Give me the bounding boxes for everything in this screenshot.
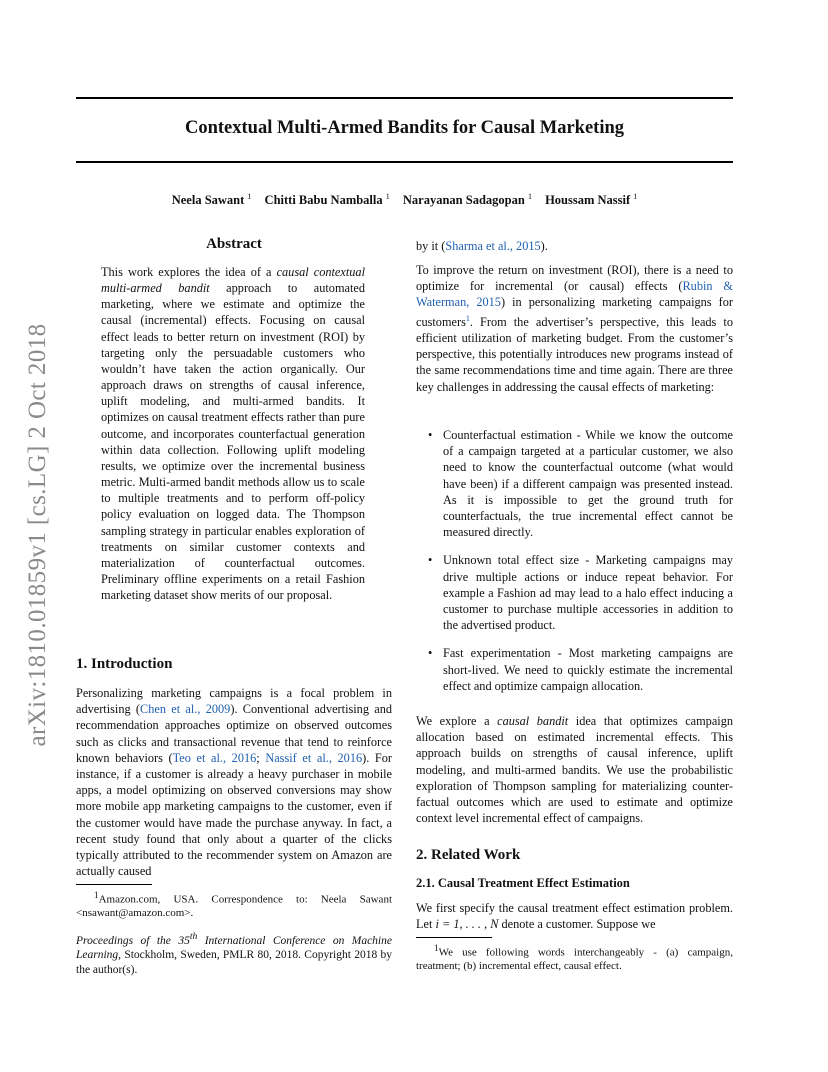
introduction-paragraph	[76, 685, 392, 879]
proceedings-text: , Stockholm, Sweden, PMLR 80, 2018. Copyright 2018 by the author(s).	[76, 949, 392, 976]
citation-link[interactable]: Chen et al., 2009	[140, 702, 231, 717]
paragraph-text: Personalizing marketing campaigns is a focal problem in advertising (	[76, 686, 392, 717]
footnote-mark[interactable]: 1	[465, 313, 470, 323]
abstract-text: This work explores the idea of a	[101, 265, 277, 279]
roi-paragraph	[416, 262, 733, 395]
section-heading-related-work: 2. Related Work	[416, 847, 521, 863]
causal-bandit-paragraph	[416, 713, 733, 826]
affiliation-footnote	[76, 889, 392, 921]
author-name: Neela Sawant	[171, 193, 245, 208]
abstract-heading: Abstract	[206, 236, 262, 252]
paragraph-emphasis: causal bandit	[497, 714, 569, 728]
title-bottom-rule	[76, 161, 733, 163]
author	[545, 193, 637, 207]
paragraph-text: We first specify the causal treatment effect estimation problem. Let	[416, 901, 733, 932]
author-name: Chitti Babu Namballa	[264, 193, 383, 208]
list-item: • Counterfactual estimation - While we know the outcome of a campaign targeted at a particular customer, we also need to know the counterfactual outcome (what would have been) if a different campaign was presented instead. As it is impossible to get the ground truth for counterfactuals, the true incremental effect cannot be measured directly.	[416, 427, 733, 540]
paragraph-text: ) in personalizing marketing campaigns for customers	[416, 295, 733, 329]
continued-paragraph	[416, 238, 733, 254]
title-top-rule	[76, 97, 733, 99]
paper-title: Contextual Multi-Armed Bandits for Causal Marketing	[184, 118, 625, 138]
list-item: • Fast experimentation - Most marketing campaigns are short-lived. We need to quickly estimate the incremental effect and optimize campaign allocation.	[416, 645, 733, 694]
proceedings-text: International Conference on Machine Learning	[76, 934, 392, 962]
list-item: • Unknown total effect size - Marketing campaigns may drive multiple actions or induce repeat behavior. For example a Fashion ad may lead to a halo effect inducing a customer to purchase multiple accessories in addition to the advertised product.	[416, 552, 733, 633]
footnote-mark: 1	[94, 890, 99, 900]
author-list	[76, 192, 733, 208]
paragraph-text: ). Conventional advertising and recommendation approaches optimize on observed outcomes such as clicks and transactional revenue that tend to reinforce known behaviors (	[76, 702, 393, 765]
section-heading-introduction: 1. Introduction	[76, 656, 173, 672]
arxiv-id-label: arXiv:1810.01859v1 [cs.LG] 2 Oct 2018	[24, 323, 51, 747]
citation-link[interactable]: Nassif et al., 2016	[265, 750, 363, 765]
author	[172, 193, 252, 207]
author	[403, 193, 532, 207]
paragraph-text: . From the advertiser’s perspective, this leads to efficient utilization of marketing budget. From the customer’s perspective, this potentially introduces new programs instead of the same recommendations time and time again. There are three key challenges in addressing the causal effects of marketing:	[416, 314, 733, 394]
estimation-paragraph	[416, 900, 733, 932]
footnote-rule	[416, 937, 492, 938]
challenge-list	[416, 427, 733, 706]
abstract-body	[101, 264, 365, 603]
paragraph-text: ). For instance, if a customer is already a heavy purchaser in mobile apps, a model optimizing on observed conversions may show more mobile app marketing campaigns to the customer, even if the customer would have made the purchase anyway. In fact, a recent study found that only about a quarter of the clicks typically attributed to the recommender system on Amazon are actually caused	[76, 750, 393, 879]
affiliation-mark: 1	[633, 192, 638, 201]
subsection-heading: 2.1. Causal Treatment Effect Estimation	[416, 876, 630, 890]
proceedings-note	[76, 930, 392, 977]
footnote-text: Amazon.com, USA. Correspondence to: Neela Sawant <nsawant@amazon.com>.	[76, 893, 392, 920]
citation-link[interactable]: Rubin & Waterman, 2015	[416, 279, 733, 310]
citation-link[interactable]: Sharma et al., 2015	[445, 239, 541, 253]
paragraph-text: To improve the return on investment (ROI), there is a need to optimize for incremental (or causal) effects (	[416, 263, 733, 294]
abstract-emphasis: causal contextual multi-armed bandit	[101, 265, 365, 296]
math-expression: i = 1, . . . , N	[435, 917, 499, 932]
terminology-footnote	[416, 942, 733, 974]
paragraph-text: ;	[256, 750, 266, 765]
paragraph-text: ).	[540, 239, 548, 253]
citation-link[interactable]: Teo et al., 2016	[172, 750, 257, 765]
author-name: Houssam Nassif	[545, 193, 631, 208]
affiliation-mark: 1	[247, 192, 252, 201]
author-name: Narayanan Sadagopan	[402, 193, 525, 208]
abstract-text: approach to automated marketing, where we estimate and optimize the causal (incremental) effects. Focusing on causal effect leads to better return on investment (ROI) by targeting only the persuadable customers who wouldn’t have taken the action organically. Our approach draws on strengths of causal inference, uplift modeling, and multi-armed bandits. It optimizes on causal treatment effects rather than pure outcome, and incorporates counterfactual generation within data collection. Following uplift modeling results, we optimize over the incremental business metric. Multi-armed bandit methods allow us to scale to multiple treatments and to perform off-policy policy evaluation on logged data. The Thompson sampling strategy in particular enables exploration of treatments on similar customer contexts and materialization of counterfactual outcomes. Preliminary offline experiments on a retail Fashion marketing dataset show merits of our proposal.	[101, 281, 365, 603]
paragraph-text: by it (	[416, 239, 446, 253]
paragraph-text: We explore a	[416, 714, 498, 728]
proceedings-text: Proceedings of the 35	[76, 934, 190, 947]
arxiv-sidebar-stamp	[18, 300, 58, 770]
footnote-rule	[76, 884, 152, 885]
footnote-text: We use following words interchangeably - (a) campaign, treatment; (b) incremental effect, causal effect.	[416, 946, 733, 973]
paragraph-text: denote a customer. Suppose we	[498, 917, 656, 932]
affiliation-mark: 1	[527, 192, 532, 201]
author	[265, 193, 390, 207]
paragraph-text: idea that optimizes campaign allocation based on estimated incremental effects. This approach builds on strengths of causal inference, uplift modeling, and multi-armed bandits. We use the probabilistic exploration of Thompson sampling for materializing counter-factual outcomes which are used to estimate and optimize context level incremental effect of campaigns.	[416, 714, 734, 826]
footnote-mark: 1	[434, 943, 439, 953]
affiliation-mark: 1	[385, 192, 390, 201]
proceedings-superscript: th	[189, 931, 198, 942]
